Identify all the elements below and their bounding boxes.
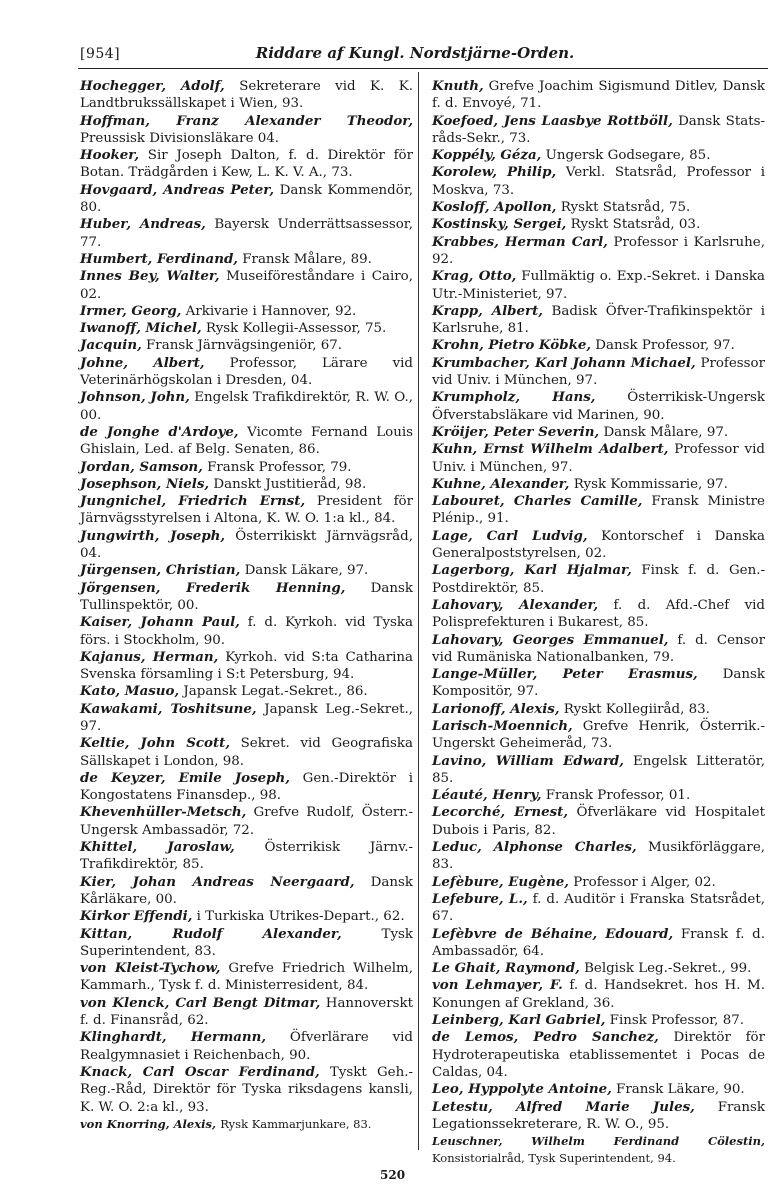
entry-name: Hoffman, Franz Alexander Theodor, [80, 112, 413, 129]
entry-description: Engelsk Litteratör, 85. [432, 753, 765, 786]
entry-name: Lahovary, Alexander, [432, 596, 599, 613]
entry-name: Larisch-Moennich, [432, 717, 573, 734]
entry-name: Leduc, Alphonse Charles, [432, 839, 637, 856]
entry-name: Kirkor Effendi, [80, 908, 193, 925]
entry-name: Knack, Carl Oscar Ferdinand, [80, 1063, 320, 1080]
entry-description: Gen.-Direktör i Kongostatens Finansdep., 98. [80, 770, 413, 804]
entry-name: Kajanus, Herman, [80, 648, 219, 665]
entry-description: Dansk Stats-råds-Sekr., 73. [432, 113, 765, 146]
entry-description: i Turkiska Utrikes-Depart., 62. [196, 909, 405, 925]
entry-name: Jacquin, [80, 337, 142, 354]
entry-description: Sekret. vid Geografiska Sällskapet i London, 98. [80, 736, 413, 769]
entry-name: Jordan, Samson, [80, 458, 203, 475]
list-item [432, 1012, 765, 1029]
entry-description: Rysk Kollegii-Assessor, 75. [205, 321, 387, 337]
list-item [432, 891, 765, 926]
entry-description: Vicomte Fernand Louis Ghislain, Led. af Belg. Senaten, 86. [80, 424, 413, 458]
entry-name: Krabbes, Herman Carl, [432, 233, 608, 250]
list-item [432, 804, 765, 839]
list-item [80, 147, 413, 182]
list-item [432, 147, 765, 164]
entry-name: Irmer, Georg, [80, 302, 182, 319]
entry-description: Österrikisk-Ungersk Öfverstabsläkare vid Marinen, 90. [432, 390, 765, 423]
list-item [80, 476, 413, 493]
entry-description: Fransk Läkare, 90. [616, 1082, 745, 1098]
entry-name: Iwanoff, Michel, [80, 320, 202, 337]
list-item [432, 977, 765, 1012]
entry-description: Preussisk Divisionsläkare 04. [80, 130, 280, 146]
entry-name: Kostinsky, Sergei, [432, 216, 567, 233]
list-item [80, 389, 413, 424]
list-item [432, 113, 765, 148]
entry-name: Lefebure, L., [432, 890, 528, 907]
entry-name: Kato, Masuo, [80, 683, 180, 700]
entry-description: Professor i Karlsruhe, 92. [432, 234, 765, 267]
entry-name: de Jonghe d'Ardoye, [80, 423, 239, 440]
entry-name: Lange-Müller, Peter Erasmus, [432, 666, 698, 683]
entry-description: Österrikiskt Järnvägsråd, 04. [80, 528, 413, 562]
list-item [432, 1029, 765, 1081]
entry-name: Kaiser, Johann Paul, [80, 614, 240, 631]
entry-description: f. d. Handsekret. hos H. M. Konungen af Grekland, 36. [432, 978, 765, 1011]
entry-description: Dansk Tullinspektör, 00. [80, 580, 414, 613]
entry-name: Keltie, John Scott, [80, 735, 230, 752]
entry-description: f. d. Auditör i Franska Statsrådet, 67. [432, 891, 765, 925]
entry-description: Professor vid Univ. i München, 97. [432, 355, 766, 389]
header-rule [78, 68, 768, 69]
entry-description: Professor vid Univ. i München, 97. [432, 442, 765, 475]
entry-name: Lagerborg, Karl Hjalmar, [432, 562, 632, 579]
entry-description: Ryskt Statsråd, 75. [560, 200, 691, 216]
entry-description: Sir Joseph Dalton, f. d. Direktör för Botan. Trädgården i Kew, L. K. V. A., 73. [80, 148, 413, 181]
entry-name: Krumbacher, Karl Johann Michael, [432, 354, 696, 371]
entry-name: Lecorché, Ernest, [432, 804, 568, 821]
entry-description: f. d. Kyrkoh. vid Tyska förs. i Stockholm, 90. [80, 615, 413, 648]
list-item [80, 735, 413, 770]
entry-description: Konsistorialråd, Tysk Superintendent, 94. [432, 1151, 676, 1166]
entry-name: Leinberg, Karl Gabriel, [432, 1012, 606, 1029]
entry-name: Kier, Johan Andreas Neergaard, [80, 873, 355, 890]
entry-description: Professor i Alger, 02. [573, 874, 716, 890]
entry-name: Lavino, William Edward, [432, 752, 624, 769]
entry-name: Krohn, Pietro Köbke, [432, 337, 592, 354]
entry-description: Dansk Målare, 97. [603, 424, 729, 440]
entry-description: Dansk Kompositör, 97. [432, 667, 766, 700]
entry-description: Grefve Rudolf, Österr.-Ungersk Ambassadör, 72. [80, 805, 414, 838]
entry-name: von Kleist-Tychow, [80, 960, 221, 977]
entry-description: Ryskt Kollegiiråd, 83. [563, 701, 710, 717]
entry-description: Fullmäktig o. Exp.-Sekret. i Danska Utr.-Ministeriet, 97. [432, 269, 765, 302]
entry-name: Korolew, Philip, [432, 164, 557, 181]
list-item [80, 649, 413, 684]
entry-name: Lefèbure, Eugène, [432, 873, 569, 890]
right-column [432, 78, 765, 1168]
entry-description: Finsk f. d. Gen.-Postdirektör, 85. [432, 563, 765, 596]
entry-description: Sekreterare vid K. K. Landtbrukssällskapet i Wien, 93. [80, 79, 414, 112]
list-item [432, 1133, 765, 1168]
entry-description: Grefve Henrik, Österrik.-Ungerskt Geheimeråd, 73. [432, 718, 765, 752]
entry-description: President för Järnvägsstyrelsen i Altona, K. W. O. 1:a kl., 84. [80, 494, 413, 527]
list-item [80, 424, 413, 459]
list-item [80, 493, 413, 528]
entry-description: Japansk Legat.-Sekret., 86. [183, 684, 368, 700]
entry-name: Khevenhüller-Metsch, [80, 804, 247, 821]
list-item [432, 78, 765, 113]
entry-name: Lahovary, Georges Emmanuel, [432, 631, 669, 648]
list-item [432, 355, 765, 390]
entry-description: Grefve Friedrich Wilhelm, Kammarh., Tysk f. d. Ministerresident, 84. [80, 961, 413, 994]
entry-name: de Lemos, Pedro Sanchez, [432, 1029, 659, 1046]
list-item [80, 926, 413, 961]
list-item [80, 182, 413, 217]
entry-name: Jungnichel, Friedrich Ernst, [80, 493, 306, 510]
list-item [432, 718, 765, 753]
entry-description: Tyskt Geh.-Reg.-Råd, Direktör för Tyska riksdagens kansli, K. W. O. 2:a kl., 93. [80, 1064, 413, 1115]
list-item [80, 874, 413, 909]
entry-name: de Keyzer, Emile Joseph, [80, 769, 290, 786]
entry-name: Innes Bey, Walter, [80, 268, 220, 285]
entry-description: Fransk f. d. Ambassadör, 64. [432, 926, 765, 959]
list-item [432, 632, 765, 667]
entry-description: Österrikisk Järnv.-Trafikdirektör, 85. [80, 840, 413, 873]
entry-name: von Klenck, Carl Bengt Ditmar, [80, 994, 321, 1011]
list-item [80, 995, 413, 1030]
list-item [432, 597, 765, 632]
list-item [432, 268, 765, 303]
entry-description: Öfverlärare vid Realgymnasiet i Reichenbach, 90. [80, 1030, 413, 1063]
list-item [80, 78, 413, 113]
list-item [80, 960, 413, 995]
list-item [432, 839, 765, 874]
list-item [432, 389, 765, 424]
entry-name: Johne, Albert, [80, 354, 205, 371]
entry-name: Le Ghait, Raymond, [432, 960, 580, 977]
entry-description: Fransk Professor, 79. [207, 459, 352, 475]
list-item [432, 199, 765, 216]
entry-name: Knuth, [432, 78, 484, 94]
entry-name: Khittel, Jaroslaw, [80, 839, 235, 856]
entry-name: Koppély, Géza, [432, 147, 542, 164]
entry-description: Bayersk Underrättsassessor, 77. [80, 217, 413, 250]
list-item [432, 926, 765, 961]
entry-description: Arkivarie i Hannover, 92. [185, 303, 357, 319]
entry-name: Leo, Hyppolyte Antoine, [432, 1081, 612, 1098]
entry-description: Öfverläkare vid Hospitalet Dubois i Paris, 82. [432, 805, 765, 838]
entry-name: Klinghardt, Hermann, [80, 1029, 267, 1046]
entry-description: Danskt Justitieråd, 98. [213, 476, 367, 492]
left-column [80, 78, 413, 1133]
list-item [432, 753, 765, 788]
entry-name: Kuhne, Alexander, [432, 475, 570, 492]
entry-description: Engelsk Trafikdirektör, R. W. O., 00. [80, 390, 413, 423]
entry-name: Jürgensen, Christian, [80, 562, 241, 579]
entry-description: Direktör för Hydroterapeutiska etablissementet i Pocas de Caldas, 04. [432, 1030, 765, 1080]
entry-description: Badisk Öfver-Trafikinspektör i Karlsruhe, 81. [432, 303, 765, 337]
list-item [80, 908, 413, 925]
entry-name: Letestu, Alfred Marie Jules, [432, 1098, 695, 1115]
entry-name: Kröijer, Peter Severin, [432, 423, 600, 440]
page-title: Riddare af Kungl. Nordstjärne-Orden. [255, 44, 575, 62]
list-item [432, 960, 765, 977]
entry-description: Musikförläggare, 83. [432, 840, 765, 873]
list-item [80, 683, 413, 700]
entry-description: Ryskt Statsråd, 03. [570, 217, 701, 233]
list-item [80, 614, 413, 649]
list-item [432, 562, 765, 597]
entry-name: Hooker, [80, 147, 140, 164]
entry-name: Kosloff, Apollon, [432, 199, 557, 216]
entry-name: Koefoed, Jens Laasbye Rottböll, [432, 112, 673, 129]
list-item [432, 303, 765, 338]
header-page-number: [954] [80, 46, 121, 62]
list-item [80, 1064, 413, 1116]
entry-name: Humbert, Ferdinand, [80, 250, 238, 267]
list-item [80, 1116, 413, 1133]
entry-name: Huber, Andreas, [80, 216, 206, 233]
list-item [432, 337, 765, 354]
list-item [432, 787, 765, 804]
entry-name: Jörgensen, Frederik Henning, [80, 579, 346, 596]
entry-description: f. d. Censor vid Rumäniska Nationalbanken, 79. [432, 632, 765, 665]
list-item [80, 1029, 413, 1064]
entry-name: Kuhn, Ernst Wilhelm Adalbert, [432, 441, 669, 458]
entry-description: f. d. Afd.-Chef vid Polisprefekturen i Bukarest, 85. [432, 597, 766, 631]
entry-name: Johnson, John, [80, 389, 190, 406]
list-item [432, 701, 765, 718]
list-item [80, 355, 413, 390]
entry-description: Hannoverskt f. d. Finansråd, 62. [80, 995, 413, 1029]
entry-description: Fransk Ministre Plénip., 91. [432, 494, 765, 527]
list-item [432, 874, 765, 891]
list-item [432, 234, 765, 269]
list-item [80, 701, 413, 736]
list-item [80, 303, 413, 320]
entry-description: Rysk Kommissarie, 97. [573, 476, 728, 492]
entry-name: Hochegger, Adolf, [80, 78, 225, 94]
entry-name: Léauté, Henry, [432, 787, 542, 804]
entry-name: Jungwirth, Joseph, [80, 527, 226, 544]
list-item [80, 562, 413, 579]
entry-name: Josephson, Niels, [80, 475, 210, 492]
entry-description: Finsk Professor, 87. [609, 1013, 744, 1029]
entry-description: Museiföreståndare i Cairo, 02. [80, 269, 414, 302]
entry-name: von Knorring, Alexis, [80, 1116, 216, 1131]
list-item [80, 337, 413, 354]
entry-description: Verkl. Statsråd, Professor i Moskva, 73. [432, 165, 765, 198]
entry-name: Larionoff, Alexis, [432, 700, 560, 717]
list-item [432, 476, 765, 493]
list-item [80, 113, 413, 148]
list-item [80, 459, 413, 476]
entry-name: Leuschner, Wilhelm Ferdinand Cölestin, [432, 1134, 765, 1149]
entry-description: Belgisk Leg.-Sekret., 99. [584, 961, 752, 977]
entry-description: Professor, Lärare vid Veterinärhögskolan i Dresden, 04. [80, 355, 413, 389]
entry-description: Fransk Järnvägsingeniör, 67. [146, 338, 343, 354]
list-item [80, 839, 413, 874]
entry-description: Dansk Kårläkare, 00. [80, 874, 413, 907]
entry-name: Kittan, Rudolf Alexander, [80, 925, 342, 942]
entry-description: Fransk Professor, 01. [545, 788, 691, 804]
entry-description: Fransk Legationssekreterare, R. W. O., 95. [432, 1099, 765, 1132]
entry-name: Krumpholz, Hans, [432, 389, 596, 406]
entry-description: Kontorschef i Danska Generalpoststyrelsen, 02. [432, 528, 765, 562]
list-item [80, 528, 413, 563]
list-item [432, 424, 765, 441]
entry-description: Ungersk Godsegare, 85. [545, 148, 711, 164]
entry-description: Rysk Kammarjunkare, 83. [220, 1116, 372, 1131]
list-item [80, 251, 413, 268]
entry-name: Lefèbvre de Béhaine, Edouard, [432, 925, 674, 942]
entry-description: Dansk Professor, 97. [595, 338, 735, 354]
entry-name: Hovgaard, Andreas Peter, [80, 181, 275, 198]
list-item [432, 666, 765, 701]
list-item [80, 216, 413, 251]
list-item [432, 1081, 765, 1098]
list-item [432, 1099, 765, 1134]
entry-description: Kyrkoh. vid S:ta Catharina Svenska församling i S:t Petersburg, 94. [80, 649, 414, 683]
list-item [432, 528, 765, 563]
list-item [432, 164, 765, 199]
entry-description: Japansk Leg.-Sekret., 97. [80, 701, 414, 734]
entry-name: Labouret, Charles Camille, [432, 493, 643, 510]
list-item [80, 580, 413, 615]
entry-description: Grefve Joachim Sigismund Ditlev, Dansk f. d. Envoyé, 71. [432, 79, 765, 112]
list-item [432, 216, 765, 233]
entry-description: Fransk Målare, 89. [242, 251, 372, 267]
entry-name: Kawakami, Toshitsune, [80, 700, 257, 717]
entry-name: Krapp, Albert, [432, 302, 543, 319]
column-divider [418, 72, 419, 1150]
entry-name: Krag, Otto, [432, 268, 517, 285]
entry-name: Lage, Carl Ludvig, [432, 527, 588, 544]
entry-description: Tysk Superintendent, 83. [80, 926, 413, 959]
list-item [432, 441, 765, 476]
list-item [80, 268, 413, 303]
entry-name: von Lehmayer, F. [432, 977, 563, 994]
list-item [80, 320, 413, 337]
entry-description: Dansk Läkare, 97. [244, 563, 369, 579]
footer-page-number: 520 [380, 1168, 406, 1182]
list-item [80, 770, 413, 805]
list-item [80, 804, 413, 839]
entry-description: Dansk Kommendör, 80. [80, 182, 414, 216]
list-item [432, 493, 765, 528]
